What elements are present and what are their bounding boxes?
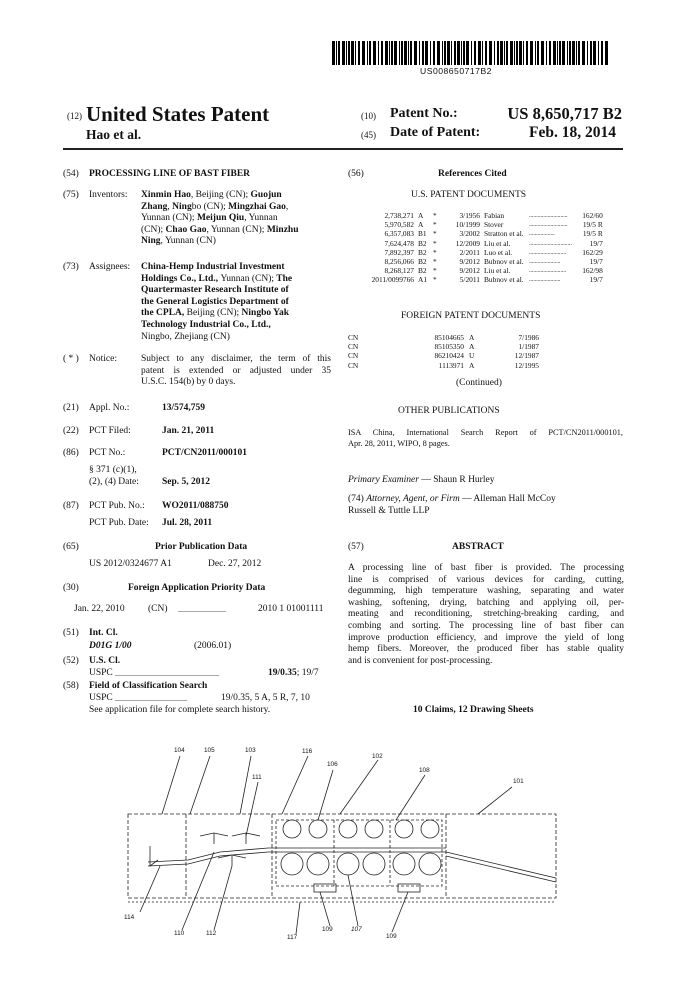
patent-no-label: Patent No.: [390,106,458,121]
foreign-code: (30) [63,583,79,593]
attorney-code: (74) [348,494,364,504]
outfeed-ramp [446,852,556,878]
label-103: 103 [245,747,256,754]
label-114: 114 [124,914,135,921]
roller-upper-4 [365,820,383,838]
leader-104 [162,756,180,814]
us-doc-no: 7,624,478 [384,238,414,248]
inventors-label: Inventors: [89,190,128,200]
us-doc-kind: A [418,211,424,220]
appl-number: 13/574,759 [162,403,206,413]
foreign-doc-kind: A [469,342,475,352]
uscl-value-rest: ; 19/7 [296,668,319,678]
label-102: 102 [372,753,383,760]
foreign-priority-date: Jan. 22, 2010 [74,604,125,614]
roller-lower-6 [419,853,441,875]
us-doc-cls: 19/7 [589,275,603,285]
inventors-short: Hao et al. [86,127,142,142]
notice-code: ( * ) [63,354,79,364]
us-doc-no: 8,256,066 [384,257,414,267]
uscl-dots: .................................................... [115,669,219,678]
us-doc-kind: B2 [418,238,427,248]
label-109a: 109 [322,926,333,933]
us-doc-name: Liu et al. [484,266,511,276]
prior-heading: Prior Publication Data [155,542,248,552]
leader-116 [282,756,308,814]
appl-label: Appl. No.: [89,403,130,413]
outfeed-ramp-lower [446,856,556,882]
intcl-class: D01G 1/00 [89,641,132,651]
us-doc-cls: 19/7 [589,238,603,248]
abstract-heading: ABSTRACT [452,542,504,552]
claims-count: 10 Claims, 12 Drawing Sheets [413,705,534,715]
abstract-line: meating and reconditioning, stretching-breaking carding, and [348,609,624,620]
label-109b: 109 [386,933,397,940]
us-doc-cls: 19/7 [589,257,603,267]
roller-upper-2 [309,820,327,838]
prior-pub-number: US 2012/0324677 A1 [89,559,172,569]
field-uspc: USPC [89,693,113,703]
uscl-code: (52) [63,656,79,666]
us-doc-no: 2011/0099766 [371,275,414,285]
pub-no-label: PCT Pub. No.: [89,501,145,511]
pub-no-code: (87) [63,501,79,511]
us-doc-date: 9/2012 [459,257,480,267]
roller-lower-4 [363,853,385,875]
us-doc-cls: 162/60 [582,211,603,220]
us-doc-star: * [433,247,437,257]
us-doc-date: 9/2012 [459,266,480,276]
inventor-line: Zhang, Ningbo (CN); Mingzhai Gao, [141,201,289,212]
uscl-label: U.S. Cl. [89,656,121,666]
assignee-line: Holdings Co., Ltd., Yunnan (CN); The [141,273,293,284]
roller-lower-2 [307,853,329,875]
abstract-line: hemp fibers. Moreover, the produced fiber has stable quality [348,644,624,655]
assignee-line: Ningbo, Zhejiang (CN) [141,331,230,342]
code-45: (45) [361,130,376,140]
us-doc-star: * [433,266,437,276]
notice-line: Subject to any disclaimer, the term of this [141,354,331,364]
refs-code: (56) [348,169,364,179]
spray-head-1 [200,833,228,844]
assignees-label: Assignees: [89,262,131,272]
foreign-priority-heading: Foreign Application Priority Data [128,583,266,593]
label-117: 117 [287,934,298,941]
us-doc-name: Stover [484,220,504,230]
us-doc-kind: A [418,220,424,230]
assignee-line: China-Hemp Industrial Investment [141,262,285,272]
other-pub-line: ISA China, International Search Report of PCT/CN2011/000101, [348,428,623,437]
us-doc-no: 6,357,083 [384,229,414,239]
us-doc-name: Bubnov et al. [484,257,524,267]
us-doc-kind: A1 [418,275,428,285]
roller-lower-3 [337,853,359,875]
label-108: 108 [419,767,430,774]
label-111: 111 [252,774,262,781]
infeed-arrow [150,846,158,866]
conveyor-belt [148,848,446,862]
title-code: (54) [63,169,79,179]
leader-107 [348,875,358,926]
leader-114 [140,866,160,912]
us-doc-cls: 19/5 R [582,220,603,230]
us-doc-dots: ...................... [529,258,561,266]
us-doc-cls: 162/29 [582,247,603,257]
appl-code: (21) [63,403,79,413]
date-of-patent-label: Date of Patent: [390,125,481,140]
leader-108 [396,775,425,820]
inventor-line: Ning, Yunnan (CN) [141,236,216,247]
abstract-line: combing and sorting. The processing line of bast fiber can [348,620,624,631]
roller-upper-6 [421,820,439,838]
foreign-doc-country: CN [348,351,359,361]
barcode-number: US008650717B2 [420,66,492,76]
label-116: 116 [302,748,313,755]
field-values: 19/0.35, 5 A, 5 R, 7, 10 [221,693,310,703]
foreign-doc-date: 1/1987 [518,342,539,352]
us-doc-dots: ........................... [529,212,568,219]
us-doc-cls: 19/5 R [582,229,603,239]
pct-number: PCT/CN2011/000101 [162,448,247,458]
abstract-line: line is comprised of various devices for carding, cutting, [348,574,624,585]
assignee-line: the General Logistics Department of [141,296,289,307]
us-doc-kind: B1 [418,229,427,239]
foreign-doc-no: 86210424 [434,351,464,361]
intcl-code: (51) [63,628,79,638]
label-106: 106 [327,761,338,768]
pub-date-label: PCT Pub. Date: [89,518,149,528]
document-title: United States Patent [86,102,270,126]
label-110: 110 [174,930,185,937]
attorney-line2: Russell & Tuttle LLP [348,506,430,516]
field-code: (58) [63,681,79,691]
other-pub-line: Apr. 28, 2011, WIPO, 8 pages. [348,438,450,448]
field-note: See application file for complete search history. [89,705,271,715]
us-doc-date: 2/2011 [459,247,480,257]
assignee-line: Quartermaster Research Institute of [141,285,289,296]
pct-no-label: PCT No.: [89,448,126,458]
foreign-doc-date: 12/1995 [514,360,539,370]
us-doc-cls: 162/98 [582,266,603,276]
roller-upper-5 [395,820,413,838]
assignees-code: (73) [63,262,79,272]
foreign-doc-country: CN [348,333,359,342]
foreign-priority-dots: ........................ [178,605,226,614]
leader-111 [246,782,258,836]
foreign-docs-heading: FOREIGN PATENT DOCUMENTS [401,311,541,321]
intcl-date: (2006.01) [194,641,232,651]
pct-filed-date: Jan. 21, 2011 [162,426,215,436]
housing-outline [128,814,556,898]
roller-lower-1 [281,853,303,875]
us-doc-name: Bubnov et al. [484,275,524,285]
foreign-doc-kind: A [469,360,475,370]
inventor-line: Xinmin Hao, Beijing (CN); Guojun [141,190,282,200]
foreign-doc-kind: U [469,351,475,361]
notice-line: patent is extended or adjusted under 35 [141,365,331,376]
inventor-line: Yunnan (CN); Meijun Qiu, Yunnan [141,213,278,224]
foreign-doc-no: 85105350 [434,342,464,352]
inventor-line: (CN); Chao Gao, Yunnan (CN); Minzhu [141,224,299,235]
pct-no-code: (86) [63,448,79,458]
uscl-uspc: USPC [89,668,113,678]
leader-109a [320,892,330,926]
us-doc-star: * [433,211,437,220]
us-doc-name: Luo et al. [484,247,513,257]
prior-code: (65) [63,542,79,552]
leader-117 [296,902,300,934]
abstract-line: degumming, high temperature washing, separating and water [348,586,624,597]
us-doc-kind: B2 [418,247,427,257]
other-pubs-heading: OTHER PUBLICATIONS [398,406,500,416]
us-doc-no: 5,970,582 [384,220,414,230]
leader-101 [478,787,512,814]
label-101: 101 [513,778,524,785]
us-doc-dots: .................. [529,230,555,238]
us-doc-star: * [433,238,437,248]
spray-head-3 [218,855,246,866]
foreign-doc-date: 7/1986 [518,333,539,342]
abstract-line: A processing line of bast fiber is provided. The processing [348,563,624,573]
us-doc-star: * [433,275,437,285]
roller-lower-5 [393,853,415,875]
foreign-doc-country: CN [348,360,359,370]
us-doc-name: Liu et al. [484,238,511,248]
us-doc-no: 8,268,127 [384,266,414,276]
attorney-label: Attorney, Agent, or Firm [366,494,460,504]
foreign-doc-date: 12/1987 [514,351,539,361]
pct-filed-code: (22) [63,426,79,436]
leader-112 [214,866,232,930]
examiner-name: — Shaun R Hurley [421,475,495,485]
abstract-line: washing, softening, drying, batching and applying oil, per- [348,597,624,608]
label-104: 104 [174,747,185,754]
attorney-line1: — Alleman Hall McCoy [462,494,556,504]
field-dots: .................................... [115,694,187,703]
us-doc-star: * [433,257,437,267]
us-doc-dots: .......................... [529,248,567,256]
label-107: 107 [351,926,362,933]
tank-1 [314,884,336,892]
label-112: 112 [206,930,217,937]
kind-code-12: (12) [67,111,82,121]
inventors-code: (75) [63,190,79,200]
leader-106 [318,770,333,820]
us-doc-date: 10/1999 [455,220,480,230]
notice-line: U.S.C. 154(b) by 0 days. [141,377,236,388]
us-doc-dots: ...................... [529,276,561,284]
abstract-line: improve production efficiency, and improve the yield of long [348,632,624,643]
prior-pub-date: Dec. 27, 2012 [208,559,262,569]
s371-line2: (2), (4) Date: [89,477,139,487]
field-label: Field of Classification Search [89,681,208,691]
assignee-line: Technology Industrial Co., Ltd., [141,319,271,330]
roller-upper-3 [339,820,357,838]
notice-label: Notice: [89,354,117,364]
continued: (Continued) [456,378,502,388]
us-doc-dots: ........................... [529,221,568,229]
refs-heading: References Cited [438,169,507,179]
us-doc-date: 3/2002 [459,229,480,239]
abstract-code: (57) [348,542,364,552]
s371-date: Sep. 5, 2012 [162,477,211,487]
us-doc-star: * [433,229,437,239]
us-doc-date: 5/2011 [459,275,480,285]
us-doc-name: Stratton et al. [484,229,524,239]
us-doc-name: Fabian [484,211,505,220]
pub-date: Jul. 28, 2011 [162,518,213,528]
leader-102 [340,760,378,814]
assignee-line: the CPLA, Beijing (CN); Ningbo Yak [141,308,289,319]
us-doc-kind: B2 [418,266,427,276]
us-doc-no: 7,892,397 [384,247,414,257]
us-docs-heading: U.S. PATENT DOCUMENTS [411,190,527,200]
leader-105 [190,756,210,814]
uscl-value-main: 19/0.35 [268,668,297,678]
tank-2 [398,884,420,892]
us-doc-dots: .......................... [529,267,567,275]
patent-number: US 8,650,717 B2 [507,104,622,123]
us-doc-date: 3/1956 [459,211,480,220]
foreign-doc-kind: A [469,333,475,342]
code-10: (10) [361,111,376,121]
roller-upper-1 [283,820,301,838]
foreign-priority-number: 2010 1 01001111 [258,604,324,614]
abstract-line: and is convenient for post-processing. [348,655,493,666]
us-doc-date: 12/2009 [455,238,480,248]
foreign-doc-no: 85104665 [434,333,464,342]
date-of-patent: Feb. 18, 2014 [529,124,616,141]
s371-line1: § 371 (c)(1), [89,465,137,475]
us-doc-star: * [433,220,437,230]
foreign-doc-no: 1113971 [438,360,464,370]
pub-number: WO2011/088750 [162,501,229,511]
examiner-label: Primary Examiner [348,475,419,485]
us-doc-no: 2,738,271 [384,211,414,220]
leader-103 [240,756,251,814]
invention-title: PROCESSING LINE OF BAST FIBER [89,169,251,179]
pct-filed-label: PCT Filed: [89,426,131,436]
foreign-priority-country: (CN) [148,604,168,614]
intcl-label: Int. Cl. [89,628,118,638]
us-doc-kind: B2 [418,257,427,267]
us-doc-dots: .............................. [529,239,572,247]
label-105: 105 [204,747,215,754]
foreign-doc-country: CN [348,342,359,352]
